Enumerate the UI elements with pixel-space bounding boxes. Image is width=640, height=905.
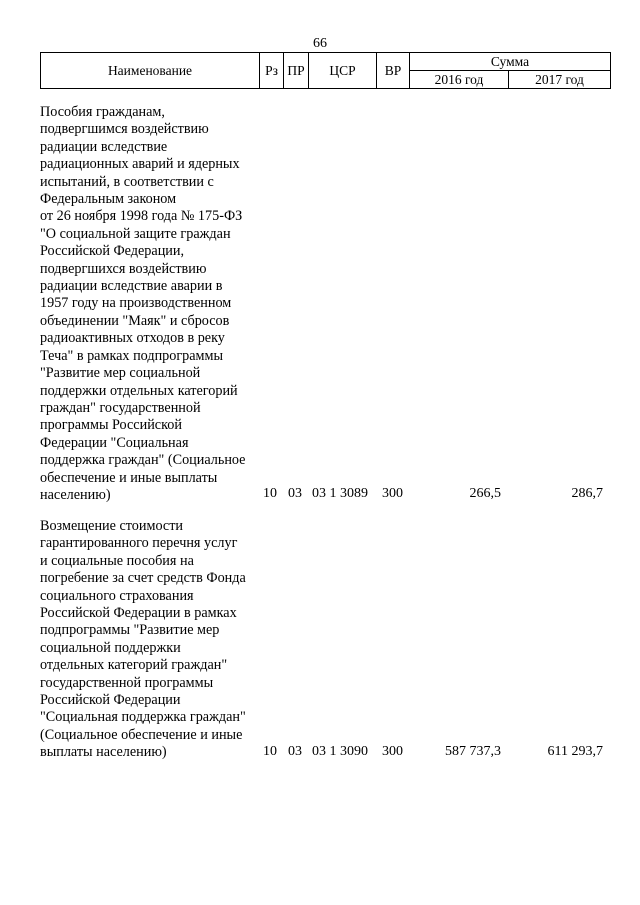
row-sum-2017: 611 293,7 <box>547 744 603 759</box>
row-csr: 03 1 3089 <box>312 486 368 501</box>
header-year-2017: 2017 год <box>509 71 611 89</box>
row-vr: 300 <box>382 744 403 759</box>
header-pr: ПР <box>284 53 309 89</box>
row-vr: 300 <box>382 486 403 501</box>
row-pr: 03 <box>288 744 302 759</box>
page-number: 66 <box>313 36 327 51</box>
row-csr: 03 1 3090 <box>312 744 368 759</box>
row-sum-2016: 266,5 <box>469 486 501 501</box>
header-name: Наименование <box>41 53 260 89</box>
row-rz: 10 <box>263 486 277 501</box>
header-sum: Сумма <box>410 53 611 71</box>
row-pr: 03 <box>288 486 302 501</box>
row-description: Пособия гражданам, подвергшимся воздействию радиации вследствие радиационных аварий и ядерных испытаний, в соответствии с Федеральным законом от 26 ноября 1998 года № 175-ФЗ "О социальной защите граждан Российской Федерации, подвергшихся воздействию радиации вследствие аварии в 1957 году на производственном объединении "Маяк" и сбросов радиоактивных отходов в реку Теча" в рамках подпрограммы "Развитие мер социальной поддержки отдельных категорий граждан" государственной программы Российской Федерации "Социальная поддержка граждан" (Социальное обеспечение и иные выплаты населению) <box>40 104 246 503</box>
header-vr: ВР <box>377 53 410 89</box>
table-header <box>40 52 611 89</box>
header-rz: Рз <box>260 53 284 89</box>
header-year-2016: 2016 год <box>410 71 509 89</box>
row-description: Возмещение стоимости гарантированного перечня услуг и социальные пособия на погребение за счет средств Фонда социального страхования Российской Федерации в рамках подпрограммы "Развитие мер социальной поддержки отдельных категорий граждан" государственной программы Российской Федерации "Социальная поддержка граждан" (Социальное обеспечение и иные выплаты населению) <box>40 518 246 761</box>
row-rz: 10 <box>263 744 277 759</box>
row-sum-2017: 286,7 <box>571 486 603 501</box>
header-csr: ЦСР <box>309 53 377 89</box>
row-sum-2016: 587 737,3 <box>445 744 501 759</box>
